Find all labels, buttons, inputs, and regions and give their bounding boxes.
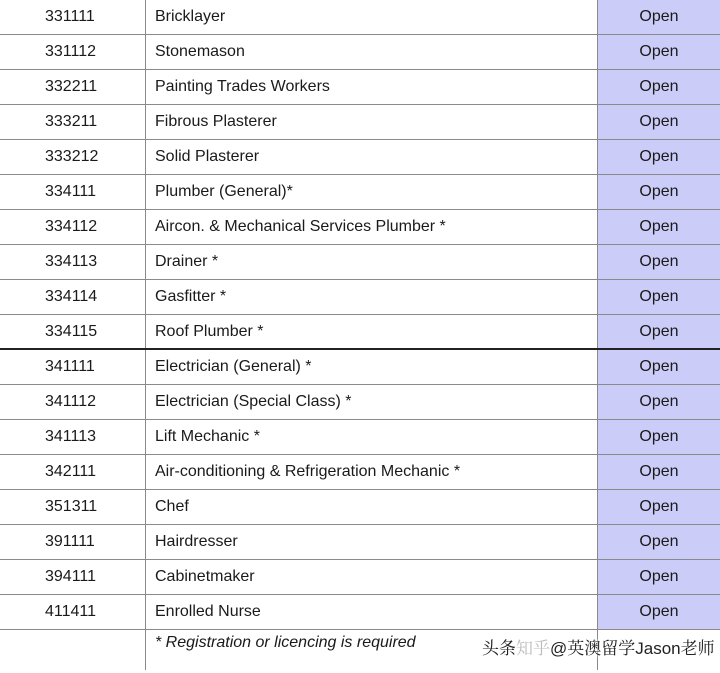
status-cell: Open: [598, 105, 720, 139]
occupation-name: Chef: [146, 490, 598, 524]
status-cell: Open: [598, 455, 720, 489]
status-cell: Open: [598, 280, 720, 314]
occupation-name: Stonemason: [146, 35, 598, 69]
table-row: [0, 35, 720, 70]
occupation-code: 334113: [0, 245, 146, 279]
occupation-code: 341113: [0, 420, 146, 454]
occupation-code: 333212: [0, 140, 146, 174]
status-cell: Open: [598, 560, 720, 594]
occupation-name: Electrician (Special Class) *: [146, 385, 598, 419]
watermark: [482, 634, 715, 659]
table-row: [0, 245, 720, 280]
occupation-code: 351311: [0, 490, 146, 524]
status-cell: Open: [598, 525, 720, 559]
watermark-faint: 知乎: [516, 639, 550, 658]
table-row: [0, 105, 720, 140]
table-row: [0, 525, 720, 560]
table-row: [0, 175, 720, 210]
status-cell: Open: [598, 315, 720, 348]
occupation-name: Lift Mechanic *: [146, 420, 598, 454]
table-row: [0, 280, 720, 315]
table-row: [0, 490, 720, 525]
table-row: [0, 0, 720, 35]
table-row: [0, 70, 720, 105]
occupation-code: 341111: [0, 350, 146, 384]
footnote-text: * Registration or licencing is required: [146, 630, 598, 670]
status-cell: Open: [598, 175, 720, 209]
occupation-code: 331111: [0, 0, 146, 34]
status-cell: Open: [598, 490, 720, 524]
occupation-name: Gasfitter *: [146, 280, 598, 314]
occupation-name: Solid Plasterer: [146, 140, 598, 174]
table-row: [0, 210, 720, 245]
table-row: [0, 420, 720, 455]
status-cell: Open: [598, 385, 720, 419]
table-row: [0, 595, 720, 630]
occupation-name: Bricklayer: [146, 0, 598, 34]
occupation-name: Cabinetmaker: [146, 560, 598, 594]
table-row: [0, 385, 720, 420]
occupation-code: 332211: [0, 70, 146, 104]
status-cell: Open: [598, 70, 720, 104]
status-cell: Open: [598, 35, 720, 69]
occupation-code: 391111: [0, 525, 146, 559]
occupation-code: 334112: [0, 210, 146, 244]
occupation-name: Hairdresser: [146, 525, 598, 559]
status-cell: Open: [598, 420, 720, 454]
occupation-code: 334115: [0, 315, 146, 348]
occupation-name: Plumber (General)*: [146, 175, 598, 209]
occupation-code: 334111: [0, 175, 146, 209]
occupation-code: 333211: [0, 105, 146, 139]
footnote-empty-cell: [0, 630, 146, 670]
occupation-name: Air-conditioning & Refrigeration Mechanic *: [146, 455, 598, 489]
occupation-name: Roof Plumber *: [146, 315, 598, 348]
table-row: [0, 140, 720, 175]
occupation-code: 334114: [0, 280, 146, 314]
status-cell: Open: [598, 210, 720, 244]
watermark-prefix: 头条: [482, 639, 516, 658]
table-row: [0, 560, 720, 595]
occupation-name: Aircon. & Mechanical Services Plumber *: [146, 210, 598, 244]
occupation-code: 342111: [0, 455, 146, 489]
status-cell: Open: [598, 140, 720, 174]
status-cell: Open: [598, 350, 720, 384]
status-cell: Open: [598, 245, 720, 279]
occupation-name: Fibrous Plasterer: [146, 105, 598, 139]
occupation-name: Drainer *: [146, 245, 598, 279]
occupation-name: Enrolled Nurse: [146, 595, 598, 629]
table-row: [0, 315, 720, 350]
occupation-code: 341112: [0, 385, 146, 419]
occupation-code: 331112: [0, 35, 146, 69]
table-row: [0, 455, 720, 490]
table-row: [0, 350, 720, 385]
occupation-code: 394111: [0, 560, 146, 594]
watermark-main: @英澳留学Jason老师: [550, 639, 715, 658]
occupation-name: Electrician (General) *: [146, 350, 598, 384]
occupation-code: 411411: [0, 595, 146, 629]
status-cell: Open: [598, 595, 720, 629]
occupation-name: Painting Trades Workers: [146, 70, 598, 104]
status-cell: Open: [598, 0, 720, 34]
